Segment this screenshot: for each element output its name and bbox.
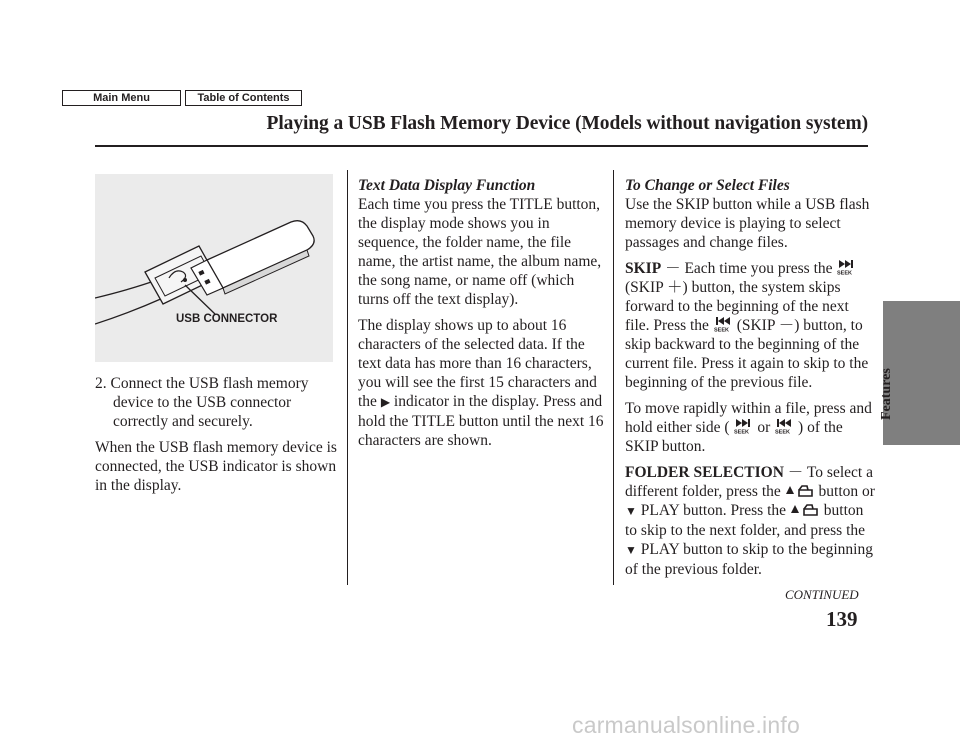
- display-characters-paragraph: The display shows up to about 16 characters of the selected data. If the text data has more than 16 characters, you will see the first 15 characters and the ▶ indicator in the display. Press and hold the TITLE button until the next 16 characters are shown.: [358, 317, 604, 449]
- seek-next-icon: [836, 259, 856, 275]
- page-title: Playing a USB Flash Memory Device (Models without navigation system): [266, 113, 868, 134]
- play-down-icon: ▼: [625, 543, 637, 557]
- page-number: 139: [826, 607, 858, 631]
- main-menu-button[interactable]: Main Menu: [62, 90, 181, 106]
- usb-indicator-paragraph: When the USB flash memory device is connected, the USB indicator is shown in the display.: [95, 439, 337, 494]
- seek-prev-icon: [774, 418, 794, 434]
- seek-next-icon: [733, 418, 753, 434]
- skip-intro-paragraph: Use the SKIP button while a USB flash memory device is playing to select passages and change files.: [625, 196, 870, 251]
- instructions-column-1: [95, 374, 340, 495]
- usb-connector-label: USB CONNECTOR: [176, 313, 278, 325]
- folder-selection-paragraph: FOLDER SELECTION － To select a different folder, press the button or ▼ PLAY button. Press the button to skip to the next folder, and press the ▼ PLAY button to skip to the beginning of the previous folder.: [625, 464, 875, 578]
- svg-text:SEEK: SEEK: [734, 429, 750, 434]
- step-2-text: 2. Connect the USB flash memory device to the USB connector correctly and securely.: [95, 375, 309, 430]
- table-of-contents-button[interactable]: Table of Contents: [185, 90, 302, 106]
- usb-drive-illustration: [95, 174, 333, 362]
- play-down-icon: ▼: [625, 504, 637, 518]
- watermark-text: carmanualsonline.info: [572, 712, 800, 738]
- instructions-column-2: [358, 176, 608, 450]
- column-divider-2: [613, 170, 614, 585]
- continued-label: CONTINUED: [785, 587, 859, 602]
- skip-paragraph: SKIP － Each time you press the SEEK (SKIP ＋) button, the system skips forward to the beginning of the next file. Press the SEEK (SKIP －) button, to skip backward to the beginning of the current file. Press it again to skip to the beginning of the previous file.: [625, 260, 869, 391]
- usb-connector-illustration: [95, 174, 333, 362]
- title-button-paragraph: Each time you press the TITLE button, the display mode shows you in sequence, the folder name, the file name, the artist name, the album name, the song name, or name off (which turns off the text display).: [358, 196, 602, 308]
- svg-text:SEEK: SEEK: [837, 270, 853, 275]
- folder-up-icon: [790, 501, 820, 517]
- folder-up-icon: [785, 482, 815, 498]
- instructions-column-3: [625, 176, 875, 579]
- rapid-move-paragraph: To move rapidly within a file, press and hold either side ( SEEK or SEEK ) of the SKIP button.: [625, 400, 872, 455]
- seek-prev-icon: [713, 316, 733, 332]
- text-data-heading: Text Data Display Function: [358, 177, 536, 194]
- svg-text:SEEK: SEEK: [713, 327, 729, 332]
- change-files-heading: To Change or Select Files: [625, 177, 790, 194]
- svg-text:SEEK: SEEK: [775, 429, 791, 434]
- title-divider: [95, 145, 868, 147]
- right-triangle-icon: ▶: [380, 395, 391, 409]
- column-divider-1: [347, 170, 348, 585]
- section-tab-label: Features: [879, 368, 894, 420]
